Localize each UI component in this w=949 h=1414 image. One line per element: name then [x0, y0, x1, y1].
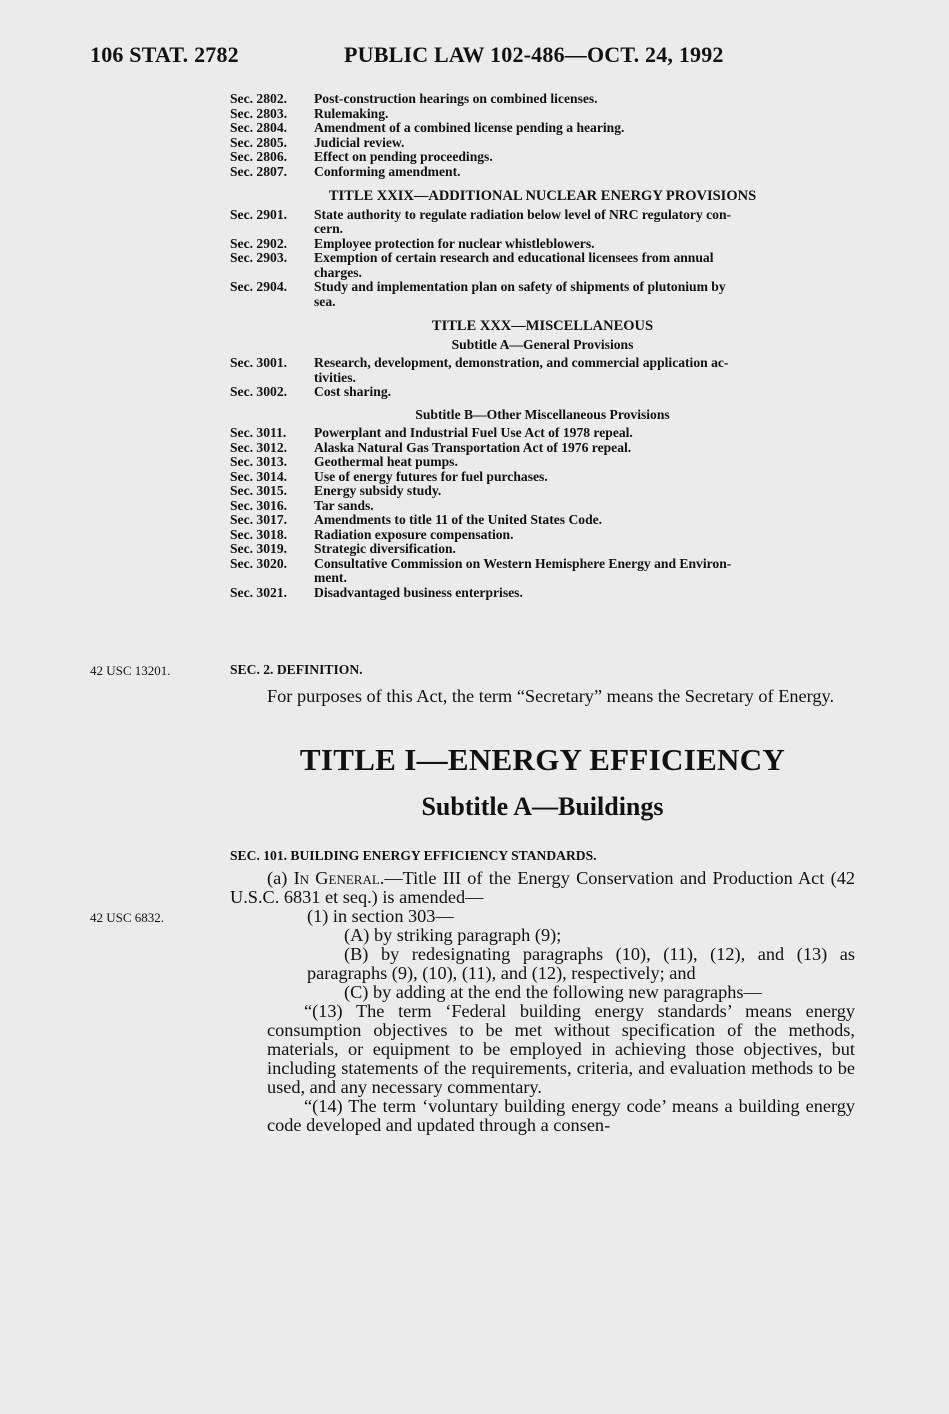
section-2-text: For purposes of this Act, the term “Secretary” means the Secretary of Energy.: [267, 686, 835, 706]
toc-entry: Sec. 2904. Study and implementation plan on safety of shipments of plutonium by: [230, 279, 726, 294]
subparagraph-A: (A) by striking paragraph (9);: [344, 925, 562, 945]
toc-entry-continuation: sea.: [314, 293, 336, 309]
toc-entry: Sec. 3015. Energy subsidy study.: [230, 483, 442, 498]
toc-entry: Sec. 2803. Rulemaking.: [230, 105, 389, 121]
toc-entry: Sec. 2902. Employee protection for nuclear whistleblowers.: [230, 235, 595, 251]
toc-entry: Sec. 3021. Disadvantaged business enterprises.: [230, 584, 523, 600]
subtitle-a-heading: Subtitle A—General Provisions: [451, 336, 634, 352]
subtitle-b-heading: Subtitle B—Other Miscellaneous Provisions: [415, 406, 670, 422]
usc-margin-note: 42 USC 6832.: [90, 910, 165, 925]
subtitle-buildings-heading: Subtitle A—Buildings: [421, 792, 664, 821]
section-2-heading: SEC. 2. DEFINITION.: [230, 662, 363, 677]
toc-entry-continuation: cern.: [314, 221, 344, 236]
toc-entry: Sec. 2903. Exemption of certain research and educational licensees from annual: [230, 250, 714, 265]
toc-entry: Sec. 2901. State authority to regulate radiation below level of NRC regulatory con-: [230, 206, 732, 222]
usc-margin-note: 42 USC 13201.: [90, 663, 171, 678]
title-xxx-heading: TITLE XXX—MISCELLANEOUS: [431, 318, 654, 334]
title-xxix-heading: TITLE XXIX—ADDITIONAL NUCLEAR ENERGY PROVISIONS: [328, 188, 757, 204]
subsection-a: (a) In General.—Title III of the Energy Conservation and Production Act (42 U.S.C. 6831 et seq.) is amended—: [230, 868, 855, 907]
toc-entry: Sec. 3016. Tar sands.: [230, 497, 374, 513]
title-i-heading: TITLE I—ENERGY EFFICIENCY: [299, 742, 786, 777]
toc-entry: Sec. 3012. Alaska Natural Gas Transportation Act of 1976 repeal.: [230, 439, 632, 455]
definition-14: “(14) The term ‘voluntary building energy code’ means a building energy code developed and updated through a consen-: [267, 1096, 855, 1135]
toc-entry: Sec. 2802. Post-construction hearings on combined licenses.: [230, 91, 598, 106]
toc-entry: Sec. 3001. Research, development, demonstration, and commercial application ac-: [230, 355, 729, 370]
toc-entry: Sec. 3011. Powerplant and Industrial Fuel Use Act of 1978 repeal.: [230, 425, 633, 440]
table-of-contents: [230, 92, 855, 600]
toc-entry-continuation: ment.: [314, 570, 347, 585]
subparagraph-C: (C) by adding at the end the following new paragraphs—: [344, 982, 762, 1002]
subparagraph-B: (B) by redesignating paragraphs (10), (11), (12), and (13) as paragraphs (9), (10), (11), and (12), respectively; and: [307, 944, 855, 983]
toc-entry: Sec. 3020. Consultative Commission on Western Hemisphere Energy and Environ-: [230, 555, 732, 571]
toc-entry: Sec. 3018. Radiation exposure compensation.: [230, 526, 514, 542]
section-101-heading: SEC. 101. BUILDING ENERGY EFFICIENCY STANDARDS.: [230, 848, 597, 863]
toc-entry-continuation: charges.: [314, 264, 362, 280]
public-law-heading: PUBLIC LAW 102-486—OCT. 24, 1992: [344, 42, 724, 67]
toc-entry: Sec. 3013. Geothermal heat pumps.: [230, 454, 458, 469]
toc-entry: Sec. 3002. Cost sharing.: [230, 384, 392, 399]
toc-entry: Sec. 2807. Conforming amendment.: [230, 163, 461, 179]
toc-entry: Sec. 2806. Effect on pending proceedings.: [230, 149, 493, 164]
section-101-body: [230, 869, 855, 1135]
toc-entry: Sec. 3014. Use of energy futures for fuel purchases.: [230, 468, 548, 484]
toc-entry-continuation: tivities.: [314, 369, 356, 385]
toc-entry: Sec. 3017. Amendments to title 11 of the United States Code.: [230, 512, 603, 527]
toc-entry: Sec. 2804. Amendment of a combined license pending a hearing.: [230, 120, 625, 135]
definition-13: “(13) The term ‘Federal building energy standards’ means energy consumption objectives to be met without specification of the methods, materials, or equipment to be employed in achieving those objectives, but including statements of the requirements, criteria, and evaluation methods to be used, and any necessary commentary.: [267, 1001, 855, 1097]
toc-entry: Sec. 2805. Judicial review.: [230, 134, 405, 150]
toc-entry: Sec. 3019. Strategic diversification.: [230, 541, 456, 556]
stat-page-number: 106 STAT. 2782: [90, 42, 239, 67]
paragraph-1: (1) in section 303—: [307, 906, 454, 926]
